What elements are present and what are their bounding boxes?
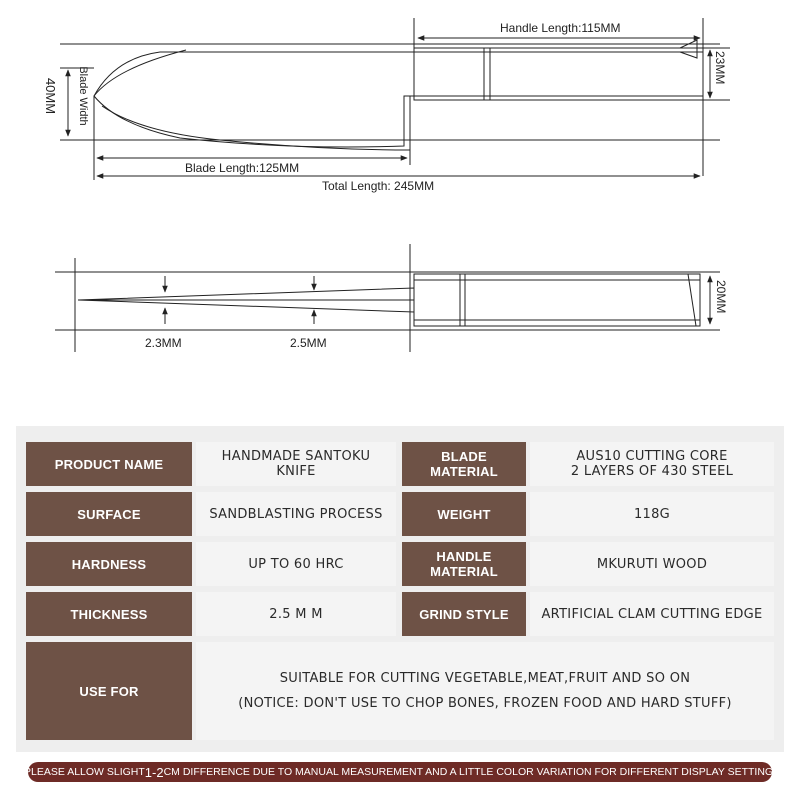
spec-label-weight: WEIGHT (402, 492, 526, 536)
spec-label-thickness: THICKNESS (26, 592, 192, 636)
handle-width-label: 20MM (714, 280, 728, 314)
spec-label-product-name: PRODUCT NAME (26, 442, 192, 486)
spec-label-use-for: USE FOR (26, 642, 192, 740)
spec-value-surface: SANDBLASTING PROCESS (196, 492, 396, 536)
spec-value-product-name: HANDMADE SANTOKU KNIFE (196, 442, 396, 486)
blade-outline (94, 52, 414, 147)
blade-width-label: Blade Width (77, 66, 89, 126)
spec-label-surface: SURFACE (26, 492, 192, 536)
thickness-tip-label: 2.3MM (145, 336, 182, 350)
disclaimer-highlight: 1-2 (144, 764, 164, 780)
use-for-line-1: SUITABLE FOR CUTTING VEGETABLE,MEAT,FRUIT AND SO ON (279, 671, 691, 686)
handle-length-label: Handle Length:115MM (500, 21, 621, 35)
disclaimer-part-1: PLEASE ALLOW SLIGHT (24, 766, 145, 778)
spec-label-handle-material: HANDLE MATERIAL (402, 542, 526, 586)
spec-label-blade-material: BLADE MATERIAL (402, 442, 526, 486)
spec-value-use-for (196, 642, 774, 740)
blade-length-label: Blade Length:125MM (185, 161, 300, 175)
spec-value-weight: 118G (530, 492, 774, 536)
spec-value-hardness: UP TO 60 HRC (196, 542, 396, 586)
use-for-notice: (NOTICE: DON'T USE TO CHOP BONES, FROZEN FOOD AND HARD STUFF) (238, 696, 732, 711)
spec-value-grind-style: ARTIFICIAL CLAM CUTTING EDGE (530, 592, 774, 636)
spec-label-hardness: HARDNESS (26, 542, 192, 586)
total-length-label: Total Length: 245MM (322, 179, 435, 193)
blade-width-value: 40MM (43, 77, 58, 115)
spec-table (16, 426, 784, 752)
blade-edge-line (102, 106, 410, 150)
spec-label-grind-style: GRIND STYLE (402, 592, 526, 636)
measurement-disclaimer (24, 762, 776, 782)
thickness-spine-label: 2.5MM (290, 336, 327, 350)
spec-value-handle-material: MKURUTI WOOD (530, 542, 774, 586)
spec-value-blade-material (530, 442, 774, 486)
blade-material-line-1: AUS10 CUTTING CORE (576, 449, 728, 464)
handle-top-outline (414, 274, 700, 326)
handle-height-label: 23MM (713, 51, 727, 85)
spec-value-thickness: 2.5 M M (196, 592, 396, 636)
disclaimer-part-2: CM DIFFERENCE DUE TO MANUAL MEASUREMENT AND A LITTLE COLOR VARIATION FOR DIFFERENT DISPLAY SETTING. (163, 766, 776, 778)
blade-material-line-2: 2 LAYERS OF 430 STEEL (570, 464, 734, 479)
side-view (60, 18, 730, 180)
handle-outline (414, 48, 703, 100)
